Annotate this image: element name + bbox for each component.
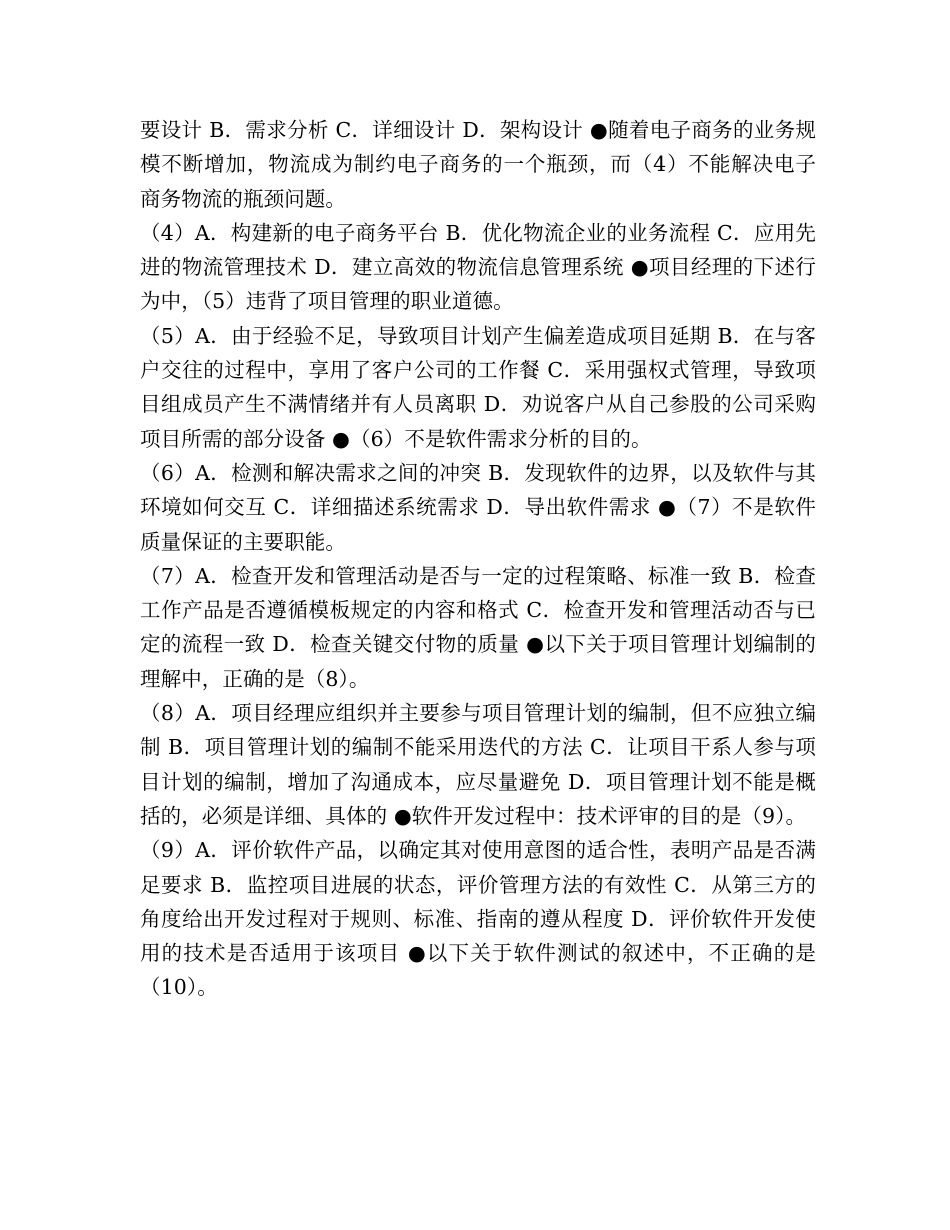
paragraph-5: （7）A．检查开发和管理活动是否与一定的过程策略、标准一致 B．检查工作产品是否遵循模板规定的内容和格式 C．检查开发和管理活动否与已定的流程一致 D．检查关键交付物的质量 ●以下关于项目管理计划编制的理解中，正确的是（8）。 <box>140 563 816 691</box>
paragraph-4: （6）A．检测和解决需求之间的冲突 B．发现软件的边界，以及软件与其环境如何交互 C．详细描述系统需求 D．导出软件需求 ●（7）不是软件质量保证的主要职能。 <box>140 460 816 554</box>
document-body <box>140 113 816 1005</box>
paragraph-2: （4）A．构建新的电子商务平台 B．优化物流企业的业务流程 C．应用先进的物流管理技术 D．建立高效的物流信息管理系统 ●项目经理的下述行为中，（5）违背了项目管理的职业道德。 <box>140 220 816 314</box>
paragraph-3: （5）A．由于经验不足，导致项目计划产生偏差造成项目延期 B．在与客户交往的过程中，享用了客户公司的工作餐 C．采用强权式管理，导致项目组成员产生不满情绪并有人员离职 D．劝说客户从自己参股的公司采购项目所需的部分设备 ●（6）不是软件需求分析的目的。 <box>140 323 816 451</box>
paragraph-7: （9）A．评价软件产品，以确定其对使用意图的适合性，表明产品是否满足要求 B．监控项目进展的状态，评价管理方法的有效性 C．从第三方的角度给出开发过程对于规则、标准、指南的遵从程度 D．评价软件开发使用的技术是否适用于该项目 ●以下关于软件测试的叙述中，不正确的是（10）。 <box>140 838 816 1000</box>
paragraph-6: （8）A．项目经理应组织并主要参与项目管理计划的编制，但不应独立编制 B．项目管理计划的编制不能采用迭代的方法 C．让项目干系人参与项目计划的编制，增加了沟通成本，应尽量避免 D．项目管理计划不能是概括的，必须是详细、具体的 ●软件开发过程中：技术评审的目的是（9）。 <box>140 701 816 828</box>
paragraph-1: 要设计 B．需求分析 C．详细设计 D．架构设计 ●随着电子商务的业务规模不断增加，物流成为制约电子商务的一个瓶颈，而（4）不能解决电子 商务物流的瓶颈问题。 <box>140 118 816 211</box>
